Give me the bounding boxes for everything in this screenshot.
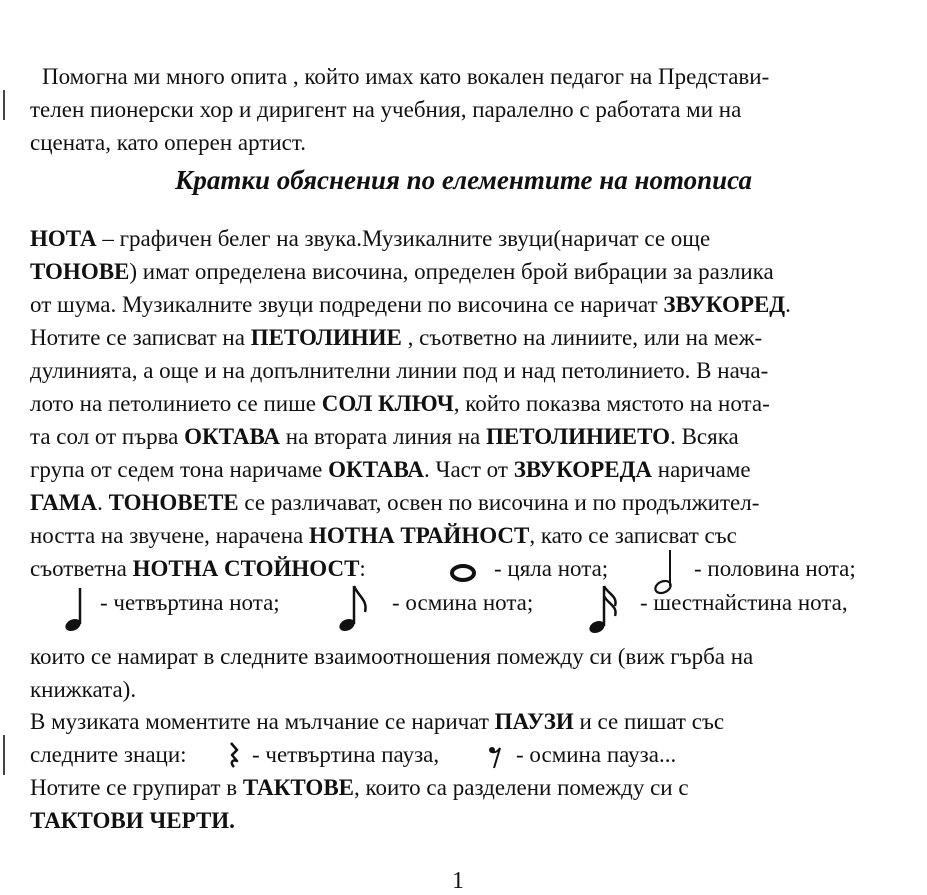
p1-line-10 (30, 521, 737, 551)
p1-line-5: дулинията, а още и на допълнителни линии под и над петолинието. В нача- (30, 358, 769, 383)
text: , като се записват със (529, 523, 737, 548)
text: – графичен белег на звука.Музикалните звуци(наричат се още (96, 226, 711, 251)
p4-line-1 (30, 773, 689, 803)
term-pauzi: ПАУЗИ (494, 709, 574, 734)
text: съответна (30, 556, 133, 581)
p1-line-7 (30, 422, 739, 452)
term-notna-stoynost: НОТНА СТОЙНОСТ (132, 556, 360, 581)
term-zvukoreda: ЗВУКОРЕДА (513, 457, 653, 482)
text: на втората линия на (280, 424, 486, 449)
note-quarter-label: - четвъртина нота; (100, 590, 280, 615)
text: от шума. Музикалните звуци подредени по височина се наричат (30, 292, 664, 317)
section-heading: Кратки обяснения по елементите на нотописа (175, 165, 752, 195)
note-half-label: - половина нота; (694, 556, 856, 581)
text: Нотите се групират в (30, 775, 243, 800)
intro-line-3: сцената, като оперен артист. (30, 130, 306, 155)
note-whole-label: - цяла нота; (494, 556, 609, 581)
term-zvukored: ЗВУКОРЕД (663, 292, 786, 317)
text: . Всяка (670, 424, 739, 449)
term-oktava: ОКТАВА (184, 424, 281, 449)
quarter-note-icon (60, 586, 90, 634)
p2-line-1: които се намират в следните взаимоотношения помежду си (виж гърба на (30, 644, 754, 669)
term-sol-kluch: СОЛ КЛЮЧ (321, 391, 454, 416)
scan-edge-mark (3, 735, 5, 775)
note-sixteenth-label: - шестнайстина нота, (640, 590, 848, 615)
text: , който показва мястото на нота- (453, 391, 770, 416)
whole-note-icon (448, 564, 478, 582)
quarter-rest-label: - четвъртина пауза, (252, 742, 440, 767)
p1-line-4 (30, 323, 762, 353)
text: . (785, 292, 791, 317)
term-petolinie: ПЕТОЛИНИЕ (250, 325, 402, 350)
p1-line-8 (30, 455, 751, 485)
term-gama: ГАМА (30, 490, 98, 515)
p1-line-1 (30, 224, 710, 254)
term-oktava-2: ОКТАВА (328, 457, 425, 482)
scan-edge-mark (3, 90, 5, 120)
note-eighth-label: - осмина нота; (392, 590, 534, 615)
intro-line-1: Помогна ми много опита , който имах като вокален педагог на Представи- (42, 64, 770, 89)
text: и се пишат със (573, 709, 725, 734)
eighth-rest-icon (487, 744, 503, 770)
text: : (359, 556, 366, 581)
term-nota: НОТА (30, 226, 97, 251)
quarter-rest-icon (226, 741, 242, 769)
text: лото на петолинието се пише (30, 391, 322, 416)
term-tonove: ТОНОВЕ (30, 259, 130, 284)
p2-line-2: книжката). (30, 677, 137, 702)
text: ността на звучене, нарачена (30, 523, 309, 548)
page-number: 1 (452, 868, 464, 894)
text: се различават, освен по височина и по продължител- (238, 490, 760, 515)
text: ) имат определена височина, определен брой вибрации за разлика (129, 259, 774, 284)
eighth-note-icon (334, 582, 374, 634)
text: , съответно на линиите, или на меж- (401, 325, 763, 350)
term-taktovi-cherti: ТАКТОВИ ЧЕРТИ. (30, 808, 235, 833)
p1-line-9 (30, 488, 759, 518)
intro-line-2: телен пионерски хор и диригент на учебния, паралелно с работата ми на (30, 97, 742, 122)
p1-line-6 (30, 389, 770, 419)
text: наричаме (652, 457, 751, 482)
p4-line-2 (30, 806, 235, 836)
text: . (97, 490, 109, 515)
p1-line-2 (30, 257, 774, 287)
p1-line-3 (30, 290, 791, 320)
eighth-rest-label: - осмина пауза... (516, 742, 677, 767)
term-notna-traynost: НОТНА ТРАЙНОСТ (309, 523, 530, 548)
text: , които са разделени помежду си с (354, 775, 689, 800)
text: група от седем тона наричаме (30, 457, 329, 482)
term-tonovete: ТОНОВЕТЕ (108, 490, 239, 515)
term-petolinieto: ПЕТОЛИНИЕТО (485, 424, 671, 449)
p1-line-11 (30, 554, 366, 584)
text: Нотите се записват на (30, 325, 251, 350)
text: В музиката моментите на мълчание се наричат (30, 709, 495, 734)
text: та сол от първа (30, 424, 185, 449)
p3-line-1 (30, 707, 724, 737)
p3-line-2: следните знаци: (30, 742, 187, 767)
term-taktove: ТАКТОВЕ (242, 775, 354, 800)
text: . Част от (424, 457, 514, 482)
sixteenth-note-icon (584, 582, 624, 636)
